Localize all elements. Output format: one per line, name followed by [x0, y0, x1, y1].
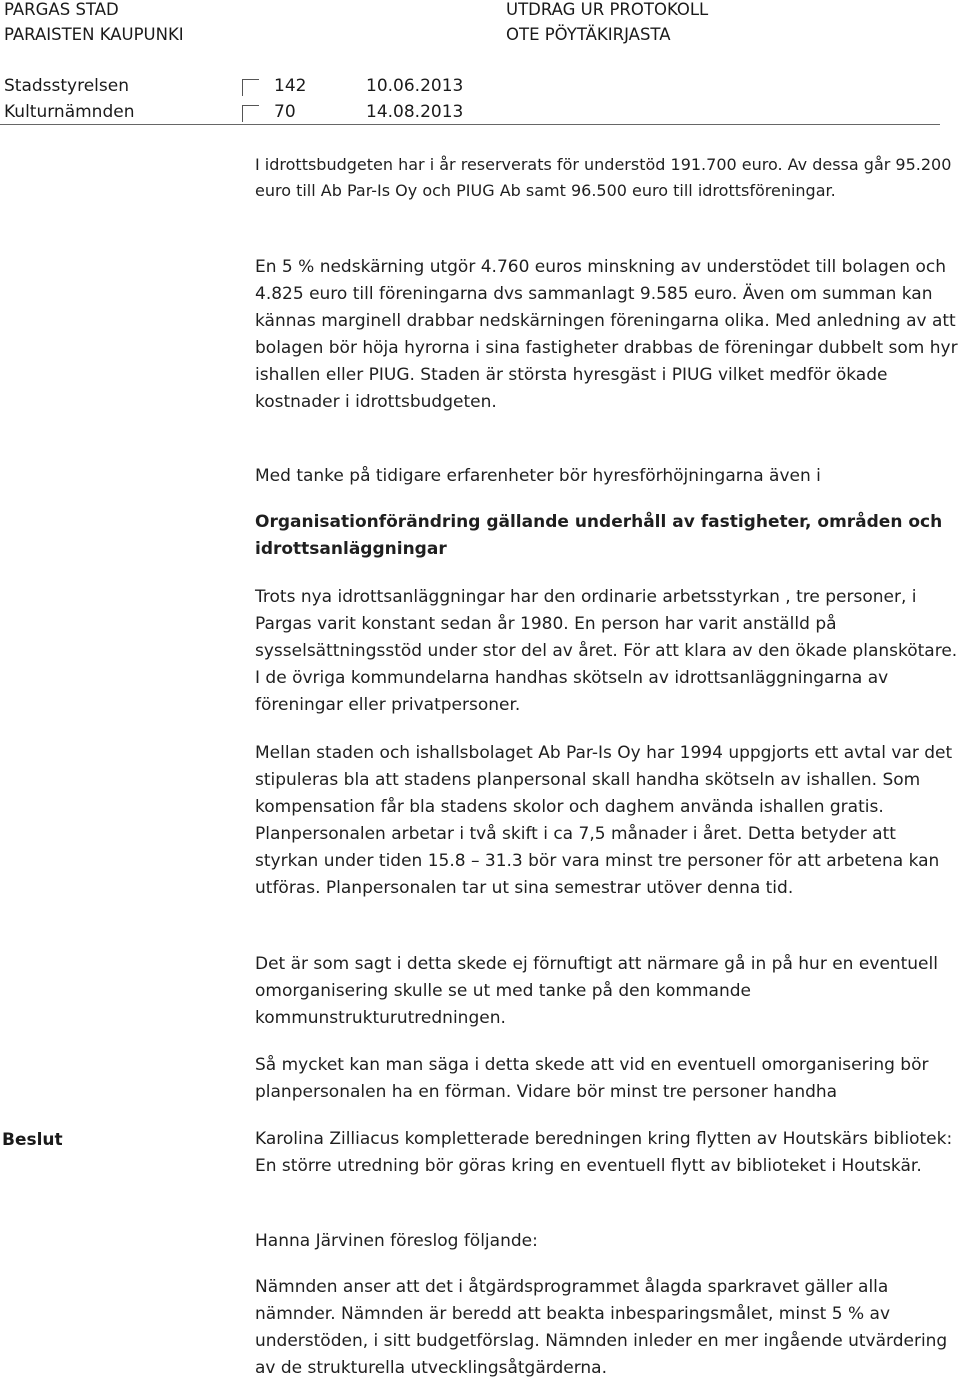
- decision-paragraph-savings: Nämnden anser att det i åtgärdsprogrammet ålagda sparkravet gäller alla nämnder. Nämnden är beredd att beakta inbesparingsmålet, minst 5 % av understöden, i sitt budgetförslag. Nämnden inleder en mer ingående utvärdering av de strukturella utvecklingsåtgärderna.: [255, 1277, 948, 1378]
- meeting-section-number: 142: [274, 76, 307, 96]
- decision-paragraph-library: Karolina Zilliacus kompletterade beredningen kring flytten av Houtskärs bibliotek: En större utredning bör göras kring en eventuell flytt av biblioteket i Houtskär.: [255, 1129, 953, 1176]
- org-name-finnish: PARAISTEN KAUPUNKI: [4, 25, 184, 44]
- org-name-swedish: PARGAS STAD: [4, 0, 119, 19]
- paragraph-ice-hall-agreement: Mellan staden och ishallsbolaget Ab Par-Is Oy har 1994 uppgjorts ett avtal var det stipuleras bla att stadens planpersonal skall handha skötseln av ishallen. Som kompensation får bla stadens skolor och daghem använda ishallen gratis. Planpersonalen arbetar i två skift i ca 7,5 månader i året. Detta betyder att styrkan under tiden 15.8 – 31.3 bör vara minst tre personer för att arbetena kan utföras. Planpersonalen tar ut sina semestrar utöver denna tid.: [255, 743, 953, 898]
- meeting-body: Stadsstyrelsen: [4, 76, 129, 96]
- decision-paragraph-proposal: Hanna Järvinen föreslog följande:: [255, 1231, 538, 1251]
- paragraph-cut-effects: En 5 % nedskärning utgör 4.760 euros minskning av understödet till bolagen och 4.825 euro till föreningarna dvs sammanlagt 9.585 euro. Även om summan kan kännas marginell drabbar nedskärningen föreningarna olika. Med anledning av att bolagen bör höja hyrorna i sina fastigheter drabbas de föreningar dubbelt som hyr ishallen eller PIUG. Staden är största hyresgäst i PIUG vilket medför ökade kostnader i idrottsbudgeten.: [255, 257, 958, 412]
- meeting-row-1: [4, 74, 904, 99]
- meeting-row-2: [4, 100, 904, 125]
- section-mark: [242, 105, 259, 122]
- section-heading: Organisationförändring gällande underhåll av fastigheter, områden och idrottsanläggningar: [255, 512, 943, 559]
- section-mark: [242, 79, 259, 96]
- decision-label: Beslut: [2, 1130, 63, 1150]
- document-type-swedish: UTDRAG UR PROTOKOLL: [506, 0, 709, 19]
- paragraph-workforce: Trots nya idrottsanläggningar har den ordinarie arbetsstyrkan , tre personer, i Pargas varit konstant sedan år 1980. En person har varit anställd på sysselsättningsstöd under stor del av året. För att klara av den ökade planskötare. I de övriga kommundelarna handhas skötseln av idrottsanläggningarna av föreningar eller privatpersoner.: [255, 587, 958, 715]
- paragraph-sport-budget: I idrottsbudgeten har i år reserverats för understöd 191.700 euro. Av dessa går 95.200 euro till Ab Par-Is Oy och PIUG Ab samt 96.500 euro till idrottsföreningar.: [255, 155, 952, 200]
- header-divider: [0, 124, 940, 125]
- meeting-date: 14.08.2013: [366, 102, 464, 122]
- paragraph-reorganisation: Det är som sagt i detta skede ej förnuftigt att närmare gå in på hur en eventuell omorganisering skulle se ut med tanke på den kommande kommunstrukturutredningen.: [255, 954, 938, 1028]
- paragraph-rent-increase: Med tanke på tidigare erfarenheter bör hyresförhöjningarna även i: [255, 466, 821, 486]
- document-type-finnish: OTE PÖYTÄKIRJASTA: [506, 25, 671, 44]
- meeting-section-number: 70: [274, 102, 296, 122]
- meeting-date: 10.06.2013: [366, 76, 464, 96]
- paragraph-foreman: Så mycket kan man säga i detta skede att vid en eventuell omorganisering bör planpersonalen ha en förman. Vidare bör minst tre personer handha: [255, 1055, 929, 1102]
- meeting-body: Kulturnämnden: [4, 102, 135, 122]
